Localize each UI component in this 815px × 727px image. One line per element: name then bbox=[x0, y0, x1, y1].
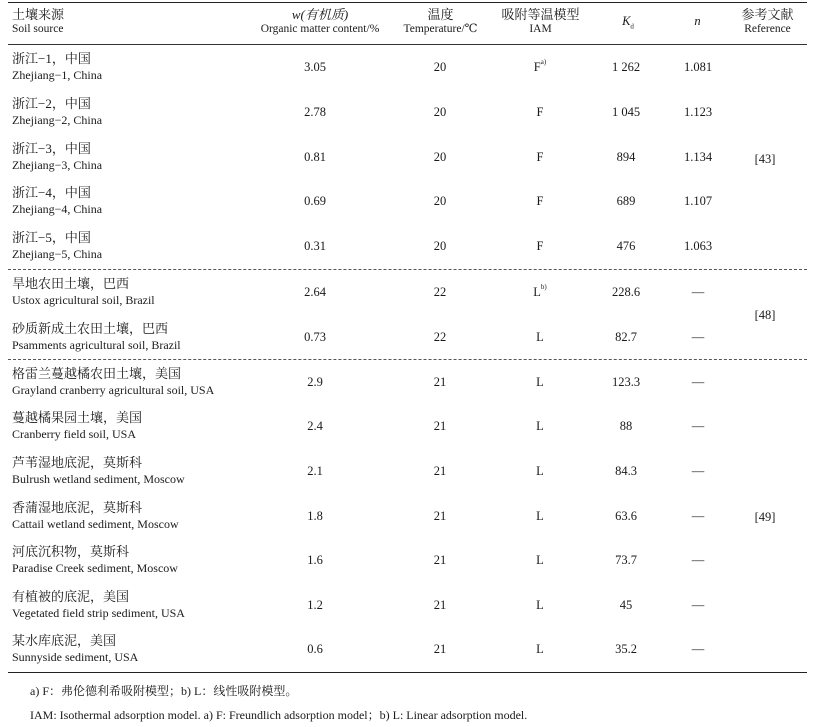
iam-value: L bbox=[536, 375, 544, 389]
kd-cell: 63.6 bbox=[615, 509, 637, 523]
soil-source-cell bbox=[12, 633, 138, 665]
table-row bbox=[0, 406, 815, 450]
n-cell: — bbox=[691, 598, 705, 612]
iam-cell bbox=[510, 509, 570, 524]
footnote-en: IAM: Isothermal adsorption model. a) F: Freundlich adsorption model；b) L: Linear adsorption model. bbox=[30, 708, 528, 722]
soil-source-cell bbox=[12, 51, 102, 83]
temperature-cell: 21 bbox=[433, 375, 447, 389]
n-cell: 1.063 bbox=[683, 239, 713, 253]
table-row bbox=[0, 47, 815, 91]
table-row bbox=[0, 496, 815, 540]
soil-source-en: Zhejiang−4, China bbox=[12, 202, 103, 216]
reference-49: [49] bbox=[754, 510, 776, 524]
soil-source-zh: 浙江−1，中国 bbox=[12, 51, 91, 66]
organic-matter-cell: 3.05 bbox=[304, 60, 326, 74]
header-source-zh: 土壤来源 bbox=[12, 7, 65, 22]
n-cell: — bbox=[691, 375, 705, 389]
temperature-cell: 20 bbox=[433, 239, 447, 253]
soil-source-zh: 蔓越橘果园土壤，美国 bbox=[12, 410, 143, 425]
iam-value: F bbox=[536, 194, 544, 208]
organic-matter-cell: 2.4 bbox=[307, 419, 323, 433]
soil-source-cell bbox=[12, 500, 179, 532]
iam-footnote-marker: a) bbox=[540, 58, 547, 66]
table-row bbox=[0, 272, 815, 316]
temperature-cell: 20 bbox=[433, 105, 447, 119]
kd-cell: 1 045 bbox=[611, 105, 641, 119]
soil-source-zh: 香蒲湿地底泥，莫斯科 bbox=[12, 500, 143, 515]
soil-source-cell bbox=[12, 230, 102, 262]
soil-source-en: Zhejiang−1, China bbox=[12, 68, 103, 82]
kd-cell: 123.3 bbox=[611, 375, 641, 389]
soil-source-en: Cattail wetland sediment, Moscow bbox=[12, 517, 179, 531]
header-n: n bbox=[694, 14, 701, 28]
soil-source-zh: 旱地农田土壤，巴西 bbox=[12, 276, 130, 291]
header-om-zh bbox=[240, 7, 400, 22]
n-cell: — bbox=[691, 509, 705, 523]
table-row bbox=[0, 585, 815, 629]
table-row bbox=[0, 92, 815, 136]
soil-source-zh: 某水库底泥，美国 bbox=[12, 633, 117, 648]
iam-value: L bbox=[533, 285, 541, 299]
kd-cell: 1 262 bbox=[611, 60, 641, 74]
iam-value: F bbox=[536, 105, 544, 119]
kd-cell: 82.7 bbox=[615, 330, 637, 344]
header-iam-en: IAM bbox=[529, 23, 552, 35]
temperature-cell: 21 bbox=[433, 464, 447, 478]
soil-source-zh: 格雷兰蔓越橘农田土壤，美国 bbox=[12, 366, 182, 381]
organic-matter-cell: 2.1 bbox=[307, 464, 323, 478]
iam-value: L bbox=[536, 553, 544, 567]
soil-source-en: Grayland cranberry agricultural soil, USA bbox=[12, 383, 215, 397]
iam-value: L bbox=[536, 598, 544, 612]
soil-source-zh: 浙江−4，中国 bbox=[12, 185, 91, 200]
organic-matter-cell: 1.6 bbox=[307, 553, 323, 567]
soil-source-en: Ustox agricultural soil, Brazil bbox=[12, 293, 155, 307]
organic-matter-cell: 2.9 bbox=[307, 375, 323, 389]
temperature-cell: 21 bbox=[433, 509, 447, 523]
table-row bbox=[0, 540, 815, 584]
table-row bbox=[0, 137, 815, 181]
soil-source-zh: 浙江−2，中国 bbox=[12, 96, 91, 111]
table-row bbox=[0, 451, 815, 495]
iam-cell bbox=[510, 375, 570, 390]
n-cell: — bbox=[691, 419, 705, 433]
soil-source-en: Bulrush wetland sediment, Moscow bbox=[12, 472, 185, 486]
temperature-cell: 21 bbox=[433, 553, 447, 567]
soil-source-zh: 芦苇湿地底泥，莫斯科 bbox=[12, 455, 143, 470]
n-cell: 1.134 bbox=[683, 150, 713, 164]
table-row bbox=[0, 317, 815, 361]
kd-cell: 35.2 bbox=[615, 642, 637, 656]
organic-matter-cell: 0.31 bbox=[304, 239, 326, 253]
header-temp-zh: 温度 bbox=[427, 7, 454, 22]
n-cell: — bbox=[691, 285, 705, 299]
iam-cell bbox=[510, 419, 570, 434]
kd-cell: 88 bbox=[619, 419, 633, 433]
soil-source-cell bbox=[12, 321, 181, 353]
iam-cell bbox=[510, 150, 570, 165]
n-cell: — bbox=[691, 642, 705, 656]
soil-source-en: Vegetated field strip sediment, USA bbox=[12, 606, 185, 620]
soil-source-zh: 浙江−5，中国 bbox=[12, 230, 91, 245]
soil-source-cell bbox=[12, 141, 102, 173]
n-cell: — bbox=[691, 464, 705, 478]
n-cell: 1.107 bbox=[683, 194, 713, 208]
reference-43: [43] bbox=[754, 152, 776, 166]
soil-source-en: Cranberry field soil, USA bbox=[12, 427, 136, 441]
soil-source-en: Psamments agricultural soil, Brazil bbox=[12, 338, 181, 352]
temperature-cell: 21 bbox=[433, 419, 447, 433]
soil-source-zh: 有植被的底泥，美国 bbox=[12, 589, 130, 604]
reference-48: [48] bbox=[754, 308, 776, 322]
kd-cell: 476 bbox=[616, 239, 636, 253]
iam-cell bbox=[510, 194, 570, 209]
organic-matter-cell: 0.6 bbox=[307, 642, 323, 656]
iam-value: F bbox=[536, 150, 544, 164]
iam-value: L bbox=[536, 464, 544, 478]
header-ref-en: Reference bbox=[744, 23, 791, 35]
header-source bbox=[12, 7, 132, 37]
n-cell: — bbox=[691, 553, 705, 567]
organic-matter-cell: 0.81 bbox=[304, 150, 326, 164]
organic-matter-cell: 2.78 bbox=[304, 105, 326, 119]
soil-source-cell bbox=[12, 455, 185, 487]
iam-cell bbox=[510, 553, 570, 568]
soil-source-en: Zhejiang−3, China bbox=[12, 158, 103, 172]
header-source-en: Soil source bbox=[12, 23, 64, 35]
soil-source-cell bbox=[12, 185, 102, 217]
organic-matter-cell: 0.69 bbox=[304, 194, 326, 208]
kd-cell: 45 bbox=[619, 598, 633, 612]
kd-cell: 228.6 bbox=[611, 285, 641, 299]
iam-cell bbox=[510, 642, 570, 657]
table-row bbox=[0, 362, 815, 406]
soil-source-en: Paradise Creek sediment, Moscow bbox=[12, 561, 178, 575]
header-ref-zh: 参考文献 bbox=[741, 7, 794, 22]
soil-source-cell bbox=[12, 96, 102, 128]
header-iam bbox=[488, 7, 593, 37]
header-bottom-rule bbox=[8, 44, 807, 45]
iam-value: L bbox=[536, 419, 544, 433]
temperature-cell: 22 bbox=[433, 285, 447, 299]
header-om-en: Organic matter content/% bbox=[260, 23, 380, 35]
soil-source-cell bbox=[12, 276, 155, 308]
temperature-cell: 21 bbox=[433, 642, 447, 656]
soil-source-en: Sunnyside sediment, USA bbox=[12, 650, 139, 664]
soil-source-cell bbox=[12, 589, 185, 621]
header-temp-en: Temperature/℃ bbox=[403, 23, 478, 35]
organic-matter-cell: 1.2 bbox=[307, 598, 323, 612]
header-om-zh-text: w(有机质) bbox=[291, 7, 349, 22]
kd-cell: 689 bbox=[616, 194, 636, 208]
iam-cell bbox=[510, 285, 570, 300]
iam-value: F bbox=[536, 239, 544, 253]
iam-cell bbox=[510, 60, 570, 75]
iam-value: L bbox=[536, 509, 544, 523]
soil-source-en: Zhejiang−5, China bbox=[12, 247, 103, 261]
n-cell: — bbox=[691, 330, 705, 344]
table-row bbox=[0, 181, 815, 225]
soil-source-en: Zhejiang−2, China bbox=[12, 113, 103, 127]
iam-cell bbox=[510, 464, 570, 479]
soil-source-zh: 河底沉积物，莫斯科 bbox=[12, 544, 130, 559]
iam-cell bbox=[510, 239, 570, 254]
footnote-zh: a) F：弗伦德利希吸附模型；b) L：线性吸附模型。 bbox=[30, 684, 298, 698]
n-cell: 1.123 bbox=[683, 105, 713, 119]
iam-value: F bbox=[533, 60, 541, 74]
kd-cell: 73.7 bbox=[615, 553, 637, 567]
iam-footnote-marker: b) bbox=[540, 283, 547, 291]
table-top-rule bbox=[8, 2, 807, 3]
organic-matter-cell: 2.64 bbox=[304, 285, 326, 299]
soil-source-cell bbox=[12, 366, 214, 398]
kd-cell: 894 bbox=[616, 150, 636, 164]
soil-source-cell bbox=[12, 410, 142, 442]
soil-source-zh: 浙江−3，中国 bbox=[12, 141, 91, 156]
temperature-cell: 20 bbox=[433, 60, 447, 74]
temperature-cell: 21 bbox=[433, 598, 447, 612]
temperature-cell: 20 bbox=[433, 150, 447, 164]
table-row bbox=[0, 629, 815, 673]
table-row bbox=[0, 226, 815, 270]
iam-value: L bbox=[536, 642, 544, 656]
header-reference bbox=[725, 7, 810, 37]
header-iam-zh: 吸附等温模型 bbox=[501, 7, 580, 22]
header-temperature bbox=[393, 7, 488, 37]
temperature-cell: 20 bbox=[433, 194, 447, 208]
header-kd: $K_d$ bbox=[622, 14, 634, 31]
soil-source-cell bbox=[12, 544, 178, 576]
organic-matter-cell: 1.8 bbox=[307, 509, 323, 523]
iam-cell bbox=[510, 598, 570, 613]
header-organic-matter bbox=[240, 7, 400, 37]
iam-value: L bbox=[536, 330, 544, 344]
iam-cell bbox=[510, 105, 570, 120]
organic-matter-cell: 0.73 bbox=[304, 330, 326, 344]
kd-cell: 84.3 bbox=[615, 464, 637, 478]
temperature-cell: 22 bbox=[433, 330, 447, 344]
n-cell: 1.081 bbox=[683, 60, 713, 74]
iam-cell bbox=[510, 330, 570, 345]
soil-source-zh: 砂质新成土农田土壤，巴西 bbox=[12, 321, 169, 336]
